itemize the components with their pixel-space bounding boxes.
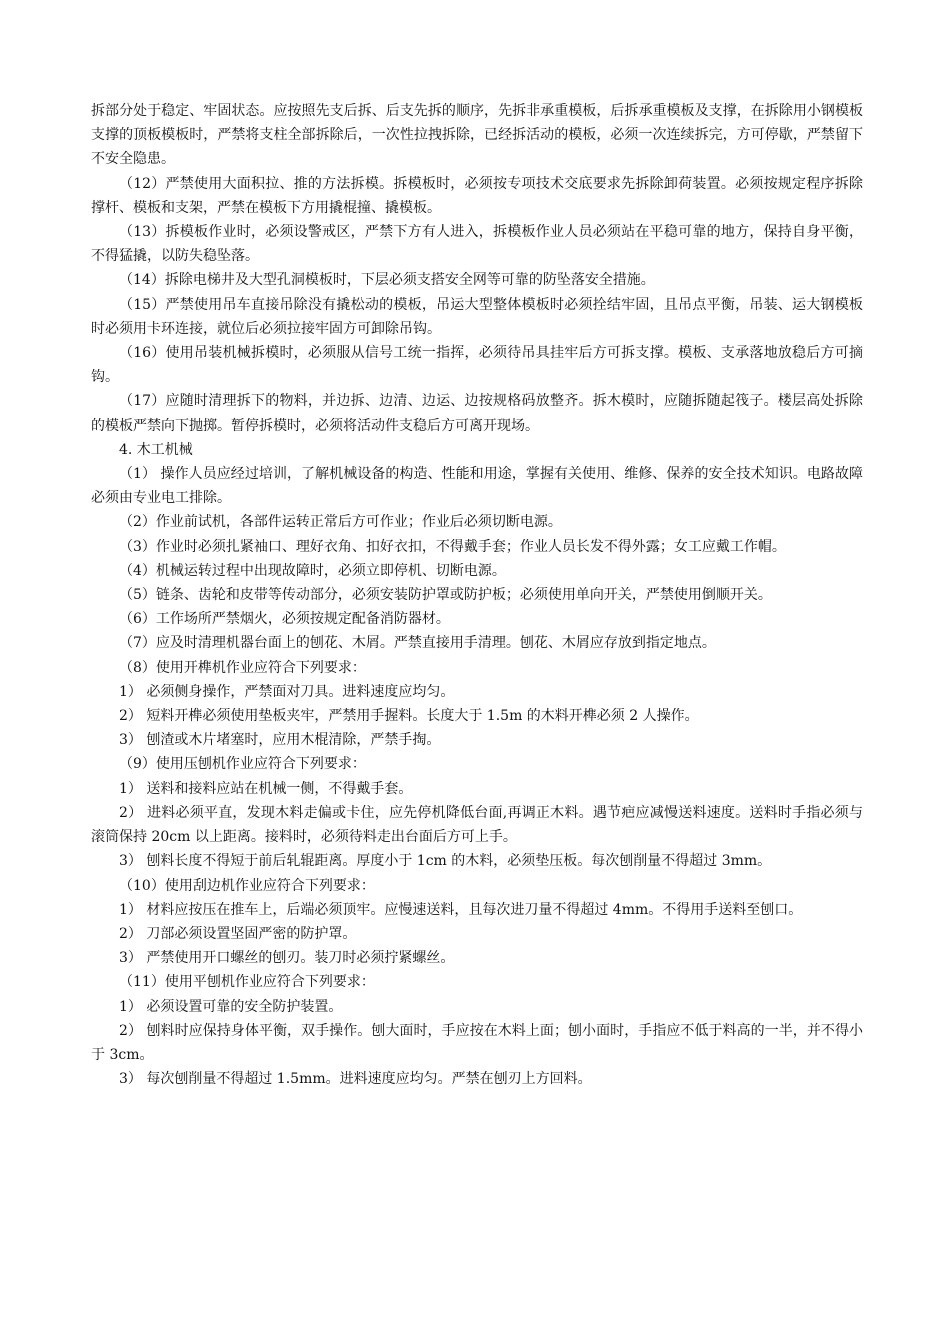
paragraph-machinery-8: （8）使用开榫机作业应符合下列要求：	[119, 659, 366, 676]
paragraph-item-12: （12）严禁使用大面积拉、推的方法拆模。拆模板时，必须按专项技术交底要求先拆除卸荷装置。必须按规定程序拆除撑杆、模板和支架，严禁在模板下方用撬棍撞、撬模板。	[91, 175, 863, 216]
list-item-11-1: 1） 必须设置可靠的安全防护装置。	[119, 998, 343, 1015]
list-item-10-2: 2） 刀部必须设置坚固严密的防护罩。	[119, 925, 357, 942]
paragraph-machinery-3: （3）作业时必须扎紧袖口、理好衣角、扣好衣扣，不得戴手套；作业人员长发不得外露；女工应戴工作帽。	[119, 538, 786, 555]
list-item-9-3: 3） 刨料长度不得短于前后轧辊距离。厚度小于 1cm 的木料，必须垫压板。每次刨削量不得超过 3mm。	[119, 853, 772, 870]
paragraph-item-16: （16）使用吊装机械拆模时，必须服从信号工统一指挥，必须待吊具挂牢后方可拆支撑。模板、支承落地放稳后方可摘钩。	[91, 345, 863, 386]
list-item-9-1: 1） 送料和接料应站在机械一侧，不得戴手套。	[119, 780, 413, 797]
paragraph-machinery-4: （4）机械运转过程中出现故障时，必须立即停机、切断电源。	[119, 562, 506, 579]
list-item-9-2: 2） 进料必须平直，发现木料走偏或卡住，应先停机降低台面,再调正木料。遇节疤应减慢送料速度。送料时手指必须与滚筒保持 20cm 以上距离。接料时，必须待料走出台面后方可上手。	[91, 804, 863, 846]
list-item-8-3: 3） 刨渣或木片堵塞时，应用木棍清除，严禁手掏。	[119, 732, 441, 749]
paragraph-demolition-order: 拆部分处于稳定、牢固状态。应按照先支后拆、后支先拆的顺序，先拆非承重模板，后拆承重模板及支撑，在拆除用小钢模板支撑的顶板模板时，严禁将支柱全部拆除后，一次性拉拽拆除，已经拆活动的模板，必须一次连续拆完，方可停歇，严禁留下不安全隐患。	[91, 103, 863, 168]
list-item-10-3: 3） 严禁使用开口螺丝的刨刃。装刀时必须拧紧螺丝。	[119, 950, 455, 967]
section-heading-woodworking-machinery: 4. 木工机械	[119, 441, 193, 458]
paragraph-machinery-10: （10）使用刮边机作业应符合下列要求：	[119, 877, 375, 894]
paragraph-machinery-7: （7）应及时清理机器台面上的刨花、木屑。严禁直接用手清理。刨花、木屑应存放到指定地点。	[119, 635, 716, 652]
paragraph-item-13: （13）拆模板作业时，必须设警戒区，严禁下方有人进入，拆模板作业人员必须站在平稳可靠的地方，保持自身平衡，不得猛撬，以防失稳坠落。	[91, 224, 863, 265]
paragraph-machinery-9: （9）使用压刨机作业应符合下列要求：	[119, 756, 366, 773]
paragraph-item-14: （14）拆除电梯井及大型孔洞模板时，下层必须支搭安全网等可靠的防坠落安全措施。	[119, 272, 655, 289]
paragraph-machinery-6: （6）工作场所严禁烟火，必须按规定配备消防器材。	[119, 611, 450, 628]
document-page	[91, 99, 863, 1091]
paragraph-machinery-2: （2）作业前试机，各部件运转正常后方可作业；作业后必须切断电源。	[119, 514, 562, 531]
list-item-11-2: 2） 刨料时应保持身体平衡，双手操作。刨大面时，手应按在木料上面；刨小面时，手指应不低于料高的一半，并不得小于 3cm。	[91, 1022, 863, 1063]
paragraph-item-17: （17）应随时清理拆下的物料，并边拆、边清、边运、边按规格码放整齐。拆木模时，应随拆随起筏子。楼层高处拆除的模板严禁向下抛掷。暂停拆模时，必须将活动件支稳后方可离开现场。	[91, 393, 863, 434]
paragraph-machinery-11: （11）使用平刨机作业应符合下列要求：	[119, 974, 375, 991]
list-item-8-1: 1） 必须侧身操作，严禁面对刀具。进料速度应均匀。	[119, 683, 455, 700]
list-item-8-2: 2） 短料开榫必须使用垫板夹牢，严禁用手握料。长度大于 1.5m 的木料开榫必须 2 人操作。	[119, 708, 699, 725]
paragraph-machinery-1: （1） 操作人员应经过培训，了解机械设备的构造、性能和用途，掌握有关使用、维修、保养的安全技术知识。电路故障必须由专业电工排除。	[91, 466, 863, 507]
list-item-10-1: 1） 材料应按压在推车上，后端必须顶牢。应慢速送料，且每次进刀量不得超过 4mm。不得用手送料至刨口。	[119, 901, 803, 918]
paragraph-machinery-5: （5）链条、齿轮和皮带等传动部分，必须安装防护罩或防护板；必须使用单向开关，严禁使用倒顺开关。	[119, 587, 772, 604]
paragraph-item-15: （15）严禁使用吊车直接吊除没有撬松动的模板，吊运大型整体模板时必须拴结牢固，且吊点平衡，吊装、运大钢模板时必须用卡环连接，就位后必须拉接牢固方可卸除吊钩。	[91, 296, 863, 337]
list-item-11-3: 3） 每次刨削量不得超过 1.5mm。进料速度应均匀。严禁在刨刃上方回料。	[119, 1071, 592, 1088]
